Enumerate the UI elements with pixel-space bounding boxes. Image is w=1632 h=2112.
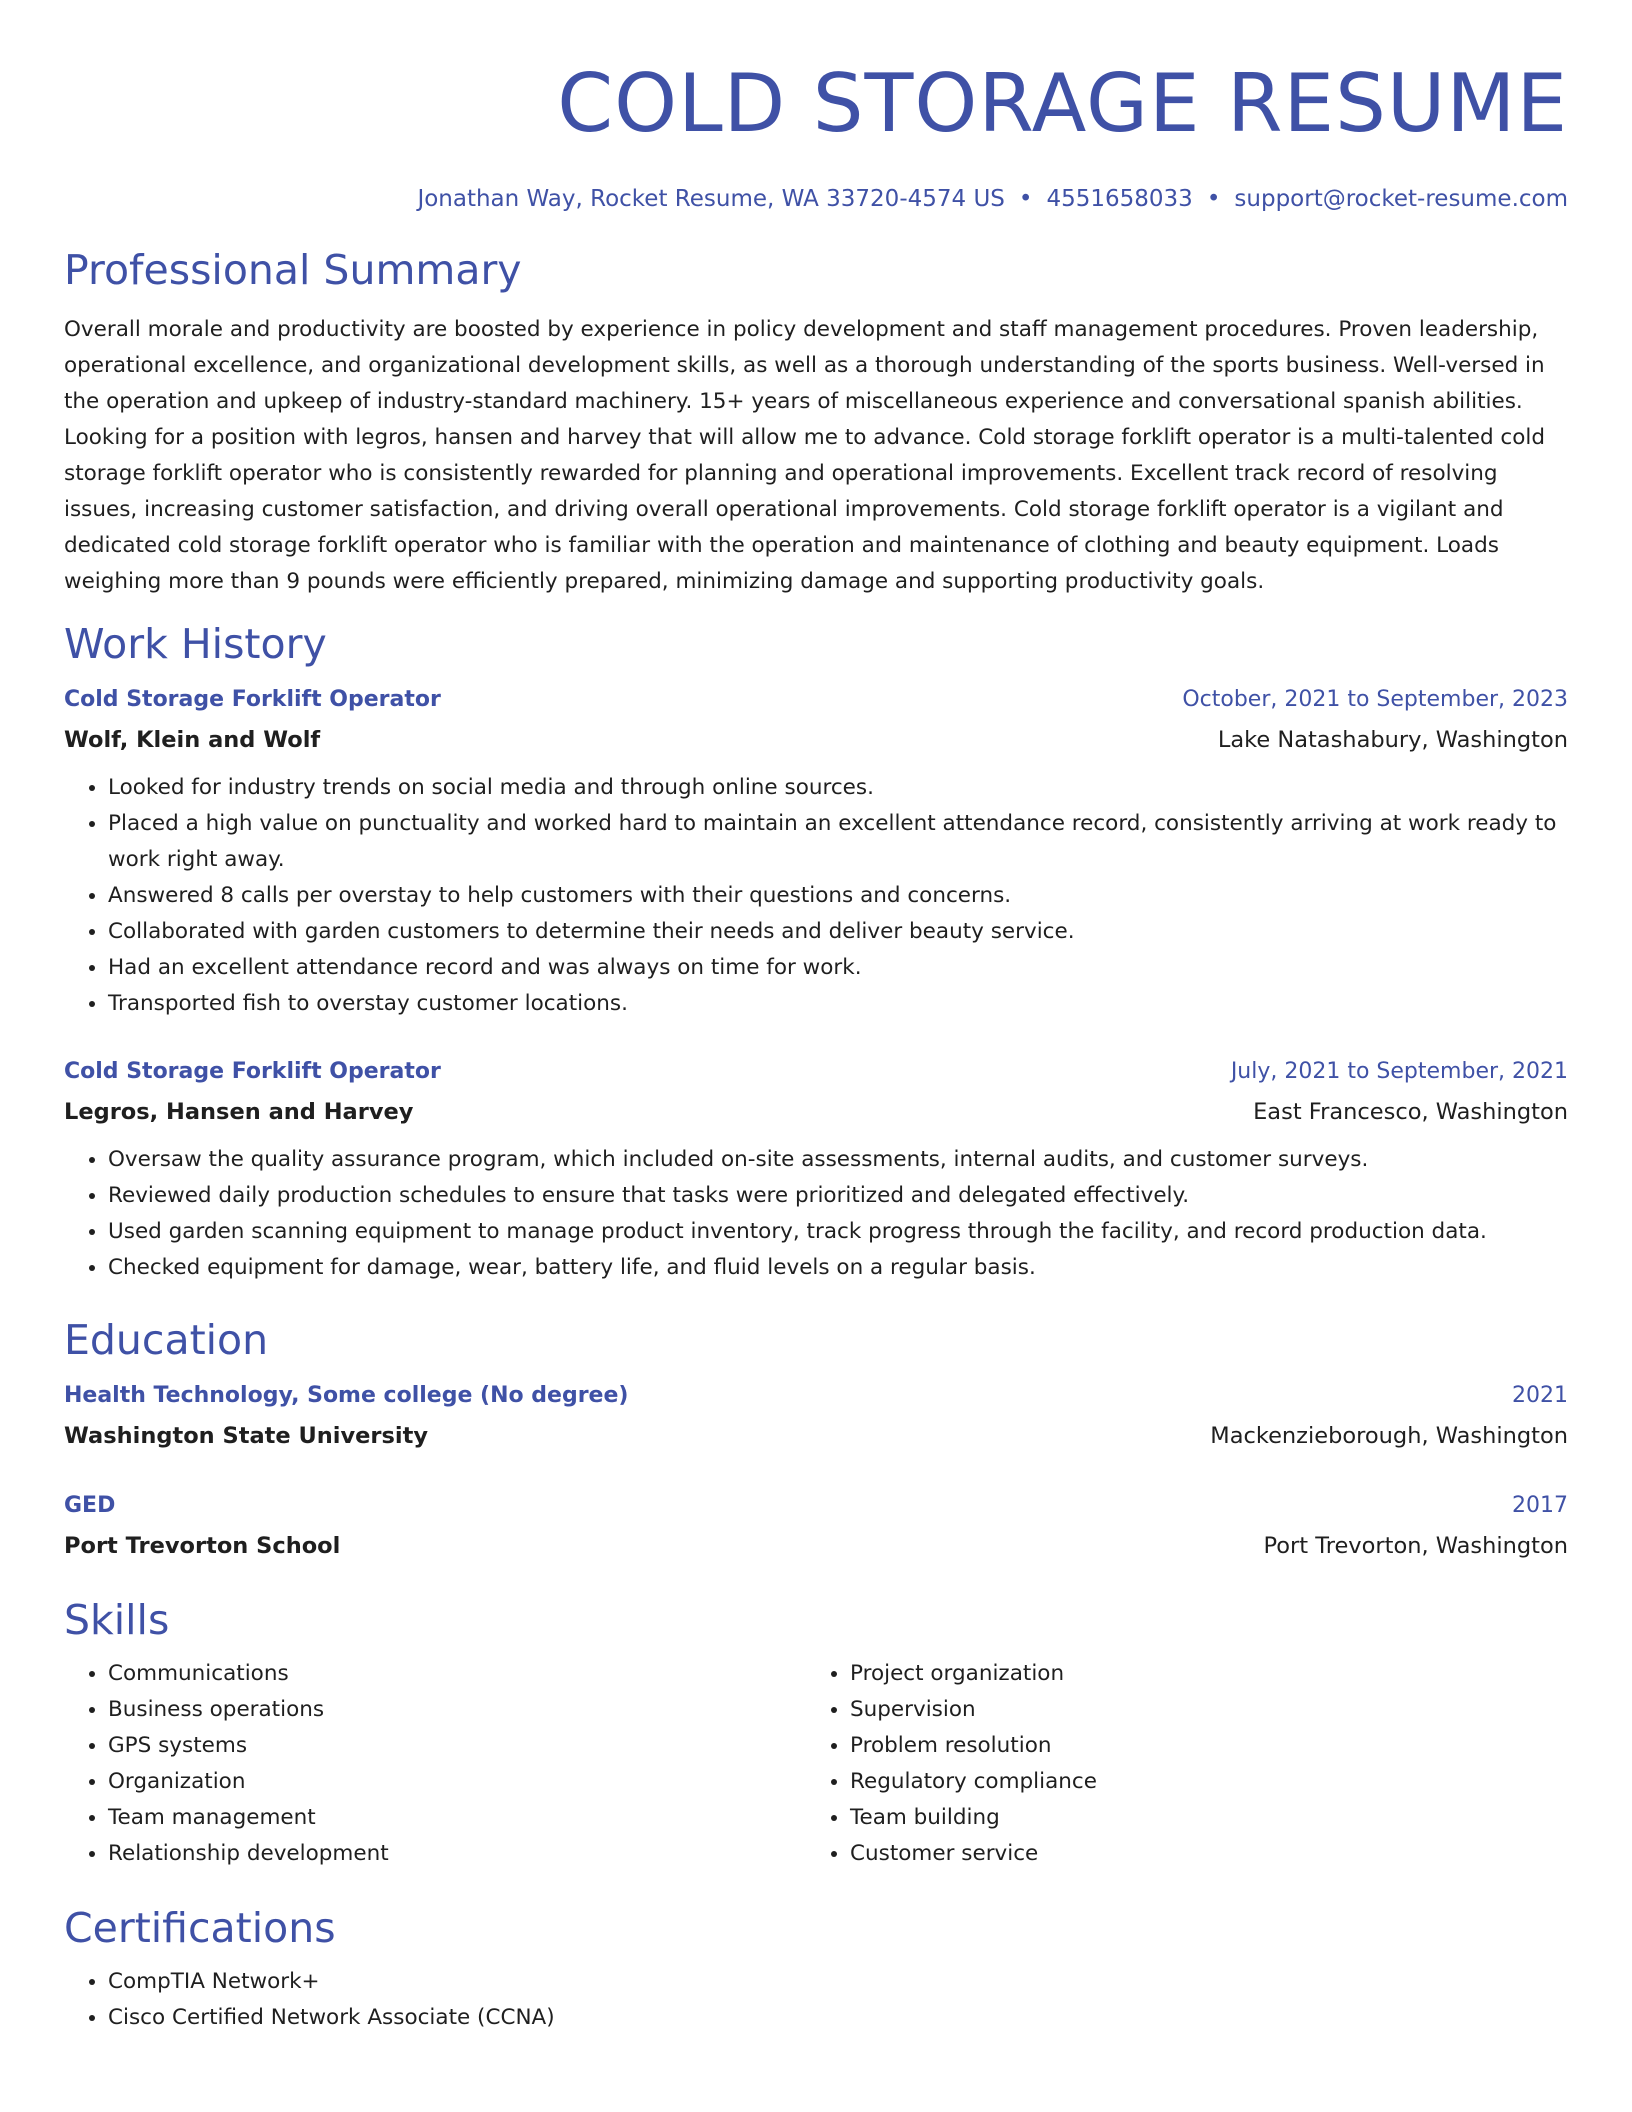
job-employer: Wolf, Klein and Wolf bbox=[64, 727, 321, 753]
education-header bbox=[64, 1486, 1568, 1526]
section-heading-certifications: Certifications bbox=[64, 1904, 336, 1952]
contact-email[interactable]: support@rocket-resume.com bbox=[1234, 186, 1568, 212]
list-item: • Collaborated with garden customers to determine their needs and deliver beauty service. bbox=[108, 914, 1568, 950]
job-employer-line bbox=[64, 1092, 1568, 1132]
job-title: Cold Storage Forklift Operator bbox=[64, 687, 441, 712]
certifications-list bbox=[64, 1964, 1568, 2036]
contact-separator: • bbox=[1206, 186, 1221, 212]
list-item: • Team building bbox=[850, 1800, 1568, 1836]
education-school-line bbox=[64, 1416, 1568, 1456]
list-item: • CompTIA Network+ bbox=[108, 1964, 1568, 2000]
list-item: • Reviewed daily production schedules to ensure that tasks were prioritized and delegated effectively. bbox=[108, 1178, 1568, 1214]
education-school: Washington State University bbox=[64, 1423, 429, 1449]
list-item: • Team management bbox=[108, 1800, 806, 1836]
job-dates: July, 2021 to September, 2021 bbox=[1230, 1059, 1568, 1084]
contact-line bbox=[64, 182, 1568, 216]
job-header bbox=[64, 680, 1568, 720]
education-degree: Health Technology, Some college (No degree) bbox=[64, 1383, 629, 1408]
education-location: Mackenzieborough, Washington bbox=[1210, 1423, 1568, 1449]
list-item: • Answered 8 calls per overstay to help customers with their questions and concerns. bbox=[108, 878, 1568, 914]
list-item: • Problem resolution bbox=[850, 1728, 1568, 1764]
education-school-line bbox=[64, 1526, 1568, 1566]
education-entry bbox=[64, 1486, 1568, 1566]
job-entry bbox=[64, 680, 1568, 1022]
skills-grid bbox=[64, 1646, 1568, 1872]
list-item: • Oversaw the quality assurance program, which included on-site assessments, internal audits, and customer surveys. bbox=[108, 1142, 1568, 1178]
skills-list-right bbox=[806, 1656, 1568, 1872]
section-heading-skills: Skills bbox=[64, 1596, 170, 1644]
job-dates: October, 2021 to September, 2023 bbox=[1182, 687, 1568, 712]
list-item: • Cisco Certified Network Associate (CCNA) bbox=[108, 2000, 1568, 2036]
section-heading-work: Work History bbox=[64, 620, 327, 668]
job-bullets bbox=[64, 770, 1568, 1022]
list-item: • Checked equipment for damage, wear, battery life, and fluid levels on a regular basis. bbox=[108, 1250, 1568, 1286]
job-location: East Francesco, Washington bbox=[1253, 1099, 1568, 1125]
job-bullets bbox=[64, 1142, 1568, 1286]
education-school: Port Trevorton School bbox=[64, 1533, 341, 1559]
education-degree: GED bbox=[64, 1493, 116, 1518]
education-location: Port Trevorton, Washington bbox=[1263, 1533, 1568, 1559]
job-employer: Legros, Hansen and Harvey bbox=[64, 1099, 414, 1125]
list-item: • Project organization bbox=[850, 1656, 1568, 1692]
list-item: • Had an excellent attendance record and was always on time for work. bbox=[108, 950, 1568, 986]
job-entry bbox=[64, 1052, 1568, 1286]
section-heading-summary: Professional Summary bbox=[64, 246, 522, 294]
job-location: Lake Natashabury, Washington bbox=[1217, 727, 1568, 753]
list-item: • Customer service bbox=[850, 1836, 1568, 1872]
list-item: • Regulatory compliance bbox=[850, 1764, 1568, 1800]
resume-title: COLD STORAGE RESUME bbox=[557, 57, 1568, 150]
list-item: • Organization bbox=[108, 1764, 806, 1800]
contact-address: Jonathan Way, Rocket Resume, WA 33720-4574 US bbox=[417, 186, 1005, 212]
list-item: • Placed a high value on punctuality and worked hard to maintain an excellent attendance record, consistently arriving at work ready to work right away. bbox=[108, 806, 1568, 878]
job-header bbox=[64, 1052, 1568, 1092]
contact-separator: • bbox=[1018, 186, 1033, 212]
list-item: • GPS systems bbox=[108, 1728, 806, 1764]
education-header bbox=[64, 1376, 1568, 1416]
job-employer-line bbox=[64, 720, 1568, 760]
list-item: • Business operations bbox=[108, 1692, 806, 1728]
list-item: • Communications bbox=[108, 1656, 806, 1692]
list-item: • Relationship development bbox=[108, 1836, 806, 1872]
education-year: 2017 bbox=[1512, 1493, 1568, 1518]
job-title: Cold Storage Forklift Operator bbox=[64, 1059, 441, 1084]
education-entry bbox=[64, 1376, 1568, 1456]
education-year: 2021 bbox=[1512, 1383, 1568, 1408]
list-item: • Transported fish to overstay customer locations. bbox=[108, 986, 1568, 1022]
skills-list-left bbox=[64, 1656, 806, 1872]
contact-phone: 4551658033 bbox=[1046, 186, 1193, 212]
list-item: • Used garden scanning equipment to manage product inventory, track progress through the facility, and record production data. bbox=[108, 1214, 1568, 1250]
summary-text: Overall morale and productivity are boosted by experience in policy development and staff management procedures. Proven leadership, operational excellence, and organizational development skills, as well as a thorough understanding of the sports business. Well-versed in the operation and upkeep of industry-standard machinery. 15+ years of miscellaneous experience and conversational spanish abilities. Looking for a position with legros, hansen and harvey that will allow me to advance. Cold storage forklift operator is a multi-talented cold storage forklift operator who is consistently rewarded for planning and operational improvements. Excellent track record of resolving issues, increasing customer satisfaction, and driving overall operational improvements. Cold storage forklift operator is a vigilant and dedicated cold storage forklift operator who is familiar with the operation and maintenance of clothing and beauty equipment. Loads weighing more than 9 pounds were efficiently prepared, minimizing damage and supporting productivity goals. bbox=[64, 317, 1546, 594]
section-heading-education: Education bbox=[64, 1316, 269, 1364]
list-item: • Supervision bbox=[850, 1692, 1568, 1728]
list-item: • Looked for industry trends on social media and through online sources. bbox=[108, 770, 1568, 806]
